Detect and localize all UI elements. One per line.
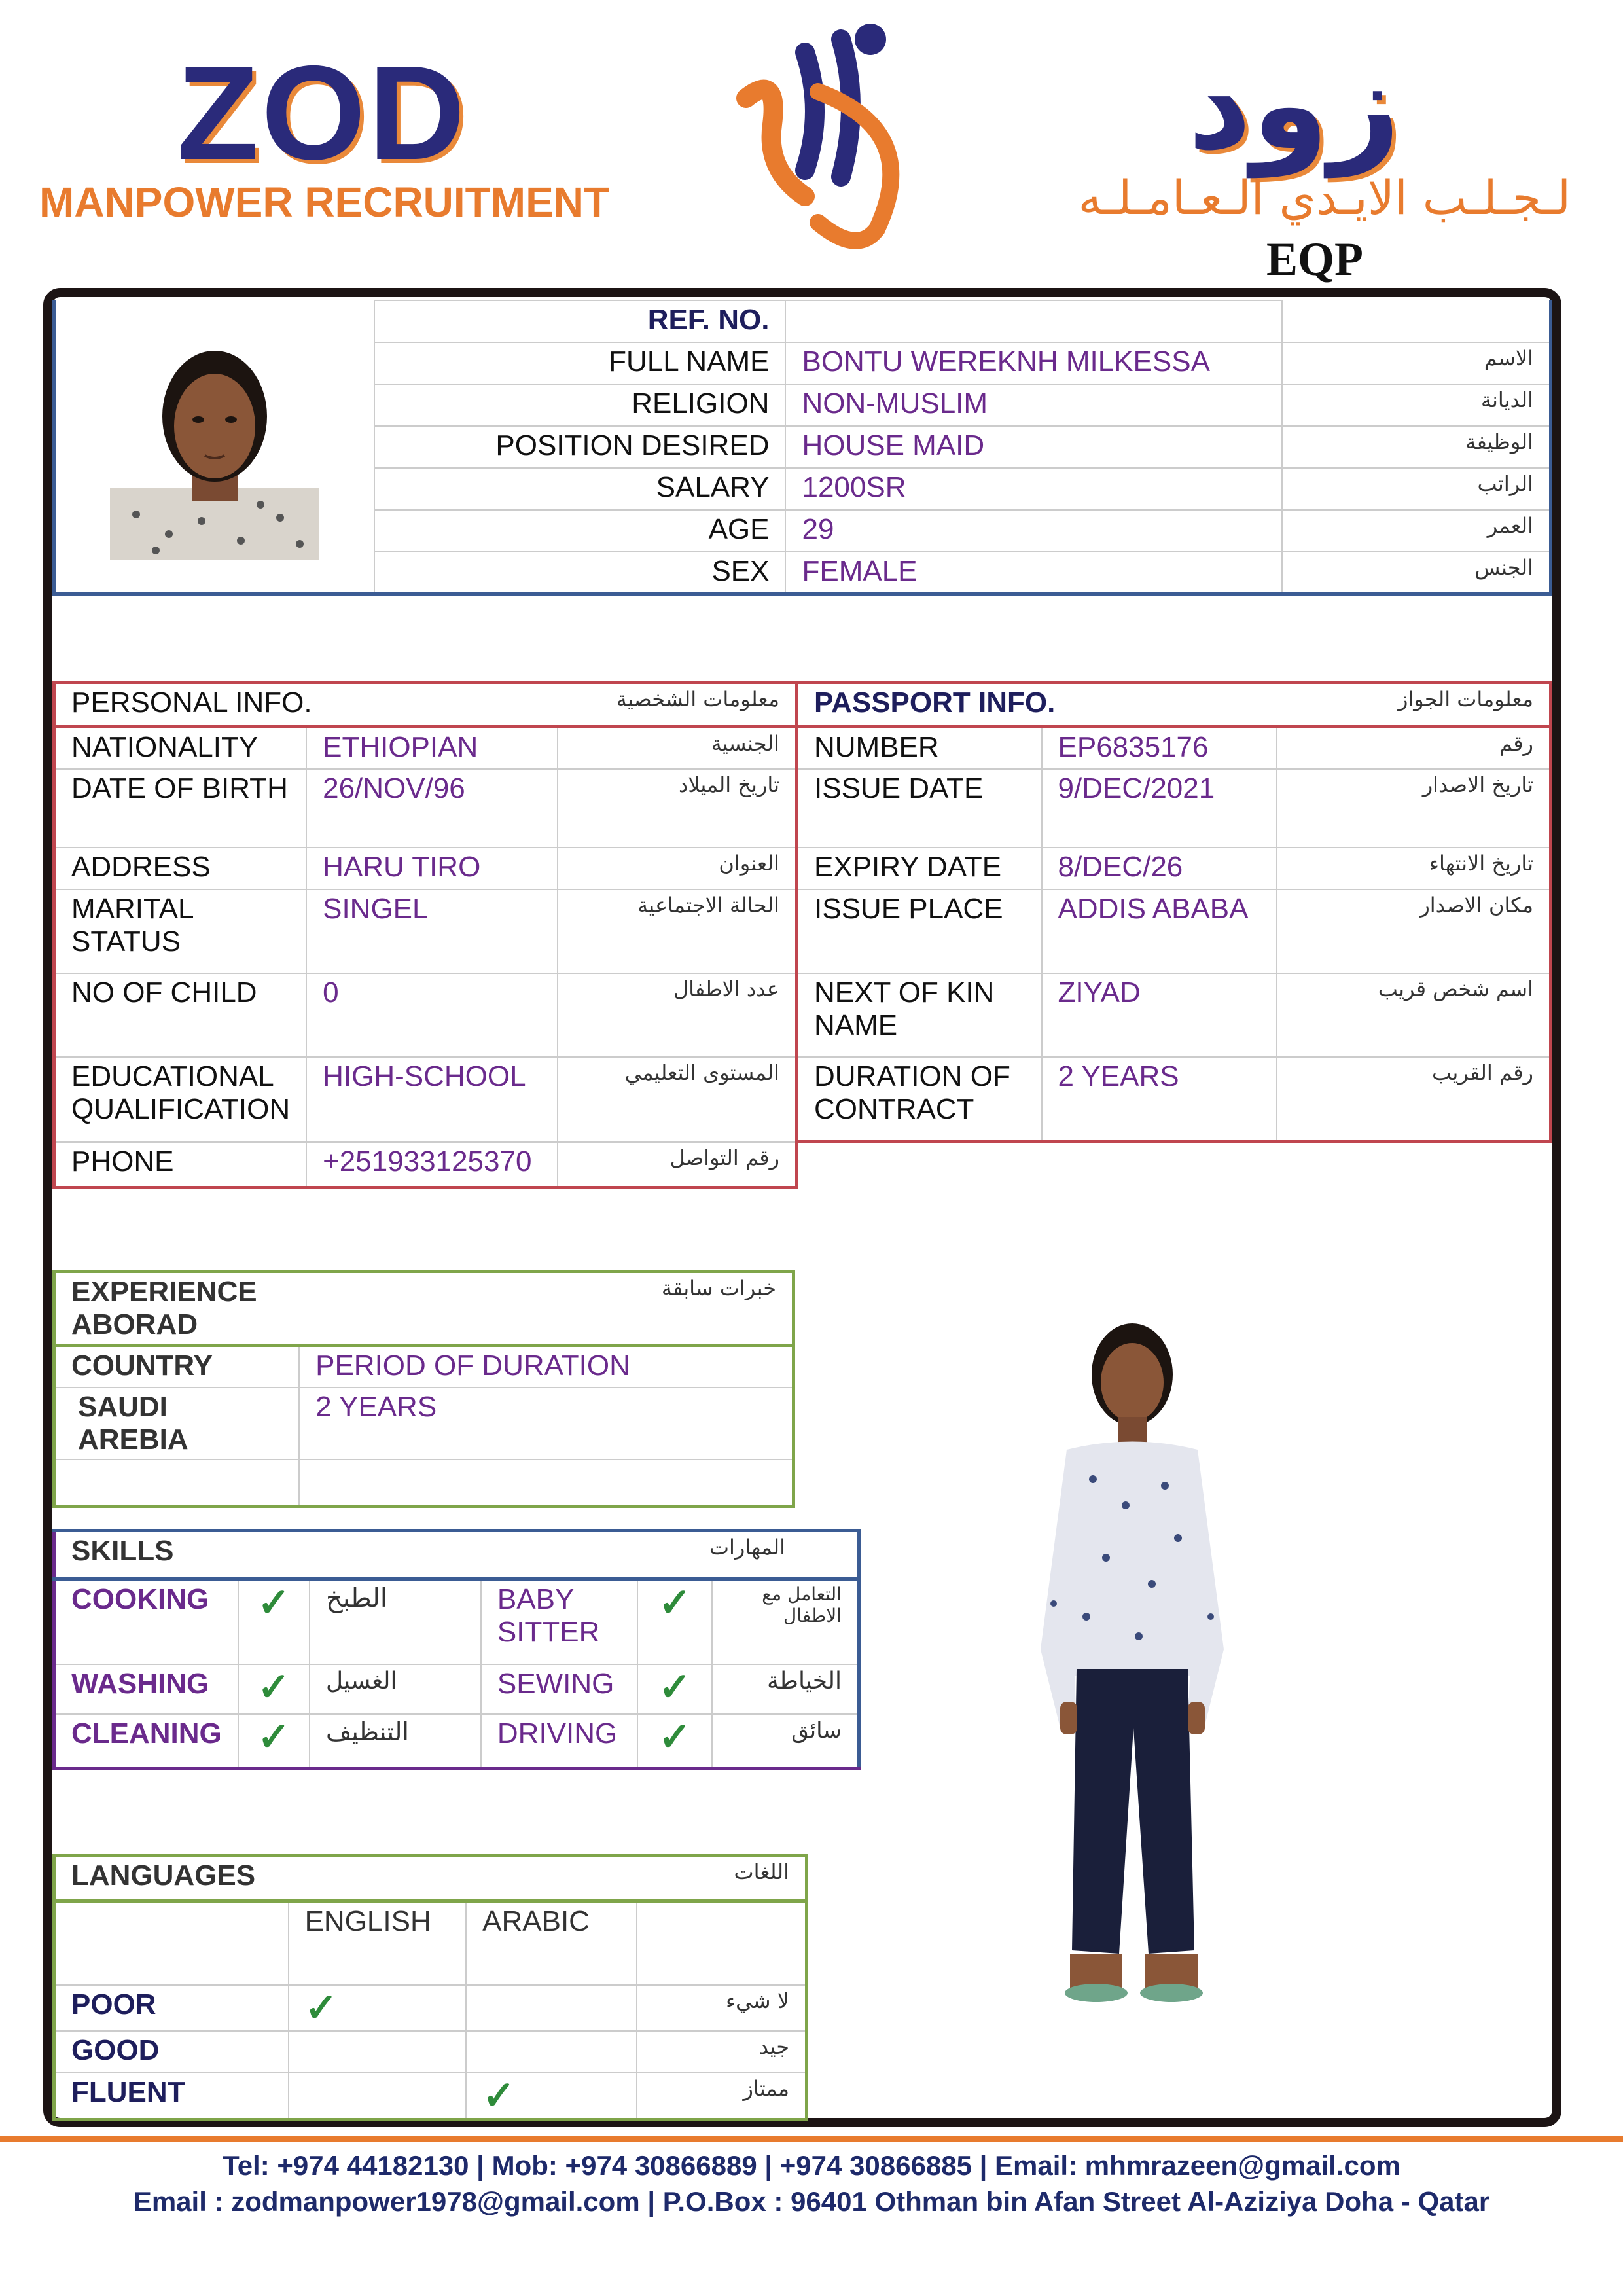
passport-number-value: EP6835176: [1042, 727, 1277, 769]
full-body-photo-icon: [1021, 1309, 1243, 2009]
experience-period-header: PERIOD OF DURATION: [315, 1350, 630, 1382]
skills-title: SKILLS: [71, 1535, 174, 1567]
children-label: NO OF CHILD: [54, 973, 307, 1057]
skill-sewing: SEWING: [481, 1664, 637, 1714]
experience-country-header: COUNTRY: [54, 1346, 300, 1388]
company-logo-icon: [726, 13, 923, 255]
issue-place-ar: مكان الاصدار: [1419, 892, 1533, 918]
salary-value: 1200SR: [785, 468, 1281, 510]
skill-sewing-check-icon: ✓: [637, 1664, 712, 1714]
address-value: HARU TIRO: [306, 848, 558, 889]
skill-washing-check-icon: ✓: [238, 1664, 310, 1714]
languages-empty-cell: [637, 1901, 806, 1985]
logo-code: EQP: [1266, 233, 1364, 285]
nationality-value: ETHIOPIAN: [306, 727, 558, 769]
lang-fluent-arabic-check-icon: ✓: [466, 2073, 637, 2120]
skill-cooking-check-icon: ✓: [238, 1579, 310, 1664]
footer-contact-line-1: Tel: +974 44182130 | Mob: +974 30866889 | +974 30866885 | Email: mhmrazeen@gmail.com: [223, 2150, 1400, 2181]
phone-ar: رقم التواصل: [669, 1145, 779, 1170]
skill-cleaning: CLEANING: [54, 1714, 238, 1769]
nationality-label: NATIONALITY: [54, 727, 307, 769]
languages-title-ar: اللغات: [734, 1859, 789, 1884]
full-name-ar: الاسم: [1282, 342, 1551, 384]
skill-baby-sitter: BABY SITTER: [481, 1579, 637, 1664]
contract-duration-value: 2 YEARS: [1042, 1057, 1277, 1142]
next-of-kin-ar: اسم شخص قريب: [1378, 976, 1533, 1001]
experience-title-ar: خبرات سابقة: [661, 1276, 776, 1300]
full-name-label: FULL NAME: [374, 342, 786, 384]
experience-country: SAUDI AREBIA: [54, 1388, 300, 1460]
position-value: HOUSE MAID: [785, 426, 1281, 468]
education-ar: المستوى التعليمي: [624, 1060, 779, 1085]
lang-level-fluent-ar: ممتاز: [743, 2075, 789, 2101]
passport-info-table: [798, 681, 1552, 1143]
logo-text: ZOD: [177, 38, 468, 188]
experience-title: EXPERIENCE ABORAD: [71, 1276, 257, 1340]
address-label: ADDRESS: [54, 848, 307, 889]
contract-duration-ar: رقم القريب: [1431, 1060, 1533, 1085]
lang-arabic-header: ARABIC: [466, 1901, 637, 1985]
children-value: 0: [306, 973, 558, 1057]
personal-info-title-ar: معلومات الشخصية: [616, 687, 779, 711]
education-value: HIGH-SCHOOL: [306, 1057, 558, 1142]
position-label: POSITION DESIRED: [374, 426, 786, 468]
age-label: AGE: [374, 510, 786, 552]
passport-number-ar: رقم: [1499, 731, 1533, 756]
personal-info-table: [52, 681, 798, 1189]
skill-driving-ar: سائق: [791, 1717, 842, 1744]
age-ar: العمر: [1282, 510, 1551, 552]
children-ar: عدد الاطفال: [673, 976, 779, 1001]
position-ar: الوظيفة: [1282, 426, 1551, 468]
phone-label: PHONE: [54, 1142, 307, 1188]
footer-divider: [0, 2136, 1623, 2142]
expiry-date-value: 8/DEC/26: [1042, 848, 1277, 889]
education-label: EDUCATIONAL QUALIFICATION: [54, 1057, 307, 1142]
skill-cleaning-ar: التنظيف: [310, 1714, 481, 1769]
lang-good-english-cell: [289, 2031, 467, 2073]
lang-level-fluent: FLUENT: [54, 2073, 289, 2120]
salary-label: SALARY: [374, 468, 786, 510]
experience-empty-cell: [54, 1460, 300, 1507]
salary-ar: الراتب: [1282, 468, 1551, 510]
experience-period: 2 YEARS: [315, 1390, 437, 1423]
skill-driving: DRIVING: [481, 1714, 637, 1769]
languages-empty-cell: [54, 1901, 289, 1985]
logo-arabic: زود: [1188, 33, 1400, 177]
sex-label: SEX: [374, 552, 786, 594]
dob-label: DATE OF BIRTH: [54, 769, 307, 848]
skill-sewing-ar: الخياطة: [767, 1667, 842, 1695]
nationality-ar: الجنسية: [711, 731, 779, 756]
lang-level-poor-ar: لا شيء: [726, 1988, 789, 2013]
dob-ar: تاريخ الميلاد: [679, 772, 779, 797]
skill-cooking-ar: الطبخ: [310, 1579, 481, 1664]
footer-contact-line-2: Email : zodmanpower1978@gmail.com | P.O.Box : 96401 Othman bin Afan Street Al-Aziziya Doha - Qatar: [133, 2186, 1490, 2217]
sex-ar: الجنس: [1474, 555, 1533, 580]
passport-info-title-ar: معلومات الجواز: [1397, 687, 1533, 711]
marital-status-label: MARITAL STATUS: [54, 889, 307, 973]
logo-subtitle: MANPOWER RECRUITMENT: [39, 179, 610, 226]
profile-table: [52, 300, 1552, 596]
age-value: 29: [785, 510, 1281, 552]
issue-date-ar: تاريخ الاصدار: [1422, 772, 1533, 797]
ref-no-ar: [1282, 300, 1551, 342]
experience-table: [52, 1270, 795, 1508]
skill-washing: WASHING: [54, 1664, 238, 1714]
passport-info-title: PASSPORT INFO.: [814, 687, 1056, 719]
dob-value: 26/NOV/96: [306, 769, 558, 848]
contract-duration-label: DURATION OF CONTRACT: [798, 1057, 1042, 1142]
experience-empty-cell: [299, 1460, 793, 1507]
skill-cleaning-check-icon: ✓: [238, 1714, 310, 1769]
logo-arabic-subtitle: لـجـلـب الايـدي الـعـامـلـه: [1078, 170, 1571, 225]
religion-label: RELIGION: [374, 384, 786, 426]
person-portrait-icon: [97, 325, 332, 560]
issue-date-value: 9/DEC/2021: [1042, 769, 1277, 848]
next-of-kin-value: ZIYAD: [1042, 973, 1277, 1057]
skill-baby-sitter-check-icon: ✓: [637, 1579, 712, 1664]
lang-level-good: GOOD: [54, 2031, 289, 2073]
lang-poor-arabic-cell: [466, 1985, 637, 2031]
skill-driving-check-icon: ✓: [637, 1714, 712, 1769]
sex-value: FEMALE: [785, 552, 1281, 594]
lang-level-good-ar: جيد: [758, 2034, 789, 2059]
address-ar: العنوان: [719, 850, 779, 876]
headshot-photo: [54, 300, 374, 594]
ref-no-label: REF. NO.: [374, 300, 786, 342]
issue-place-value: ADDIS ABABA: [1042, 889, 1277, 973]
issue-place-label: ISSUE PLACE: [798, 889, 1042, 973]
issue-date-label: ISSUE DATE: [798, 769, 1042, 848]
lang-poor-english-check-icon: ✓: [289, 1985, 467, 2031]
skills-title-ar: المهارات: [709, 1535, 785, 1560]
lang-fluent-english-cell: [289, 2073, 467, 2120]
lang-good-arabic-cell: [466, 2031, 637, 2073]
passport-number-label: NUMBER: [798, 727, 1042, 769]
languages-title: LANGUAGES: [71, 1859, 256, 1892]
skill-cooking: COOKING: [54, 1579, 238, 1664]
skill-baby-sitter-ar: التعامل مع الاطفال: [762, 1583, 842, 1626]
marital-status-value: SINGEL: [306, 889, 558, 973]
religion-ar: الديانة: [1282, 384, 1551, 426]
marital-status-ar: الحالة الاجتماعية: [637, 892, 779, 918]
phone-value: +251933125370: [306, 1142, 558, 1188]
personal-info-title: PERSONAL INFO.: [71, 687, 312, 719]
lang-english-header: ENGLISH: [289, 1901, 467, 1985]
next-of-kin-label: NEXT OF KIN NAME: [798, 973, 1042, 1057]
expiry-date-ar: تاريخ الانتهاء: [1429, 850, 1533, 876]
expiry-date-label: EXPIRY DATE: [798, 848, 1042, 889]
full-name-value: BONTU WEREKNH MILKESSA: [785, 342, 1281, 384]
religion-value: NON-MUSLIM: [785, 384, 1281, 426]
lang-level-poor: POOR: [54, 1985, 289, 2031]
skills-table: [52, 1529, 861, 1770]
skill-washing-ar: الغسيل: [310, 1664, 481, 1714]
languages-table: [52, 1854, 808, 2121]
ref-no-value: [785, 300, 1281, 342]
